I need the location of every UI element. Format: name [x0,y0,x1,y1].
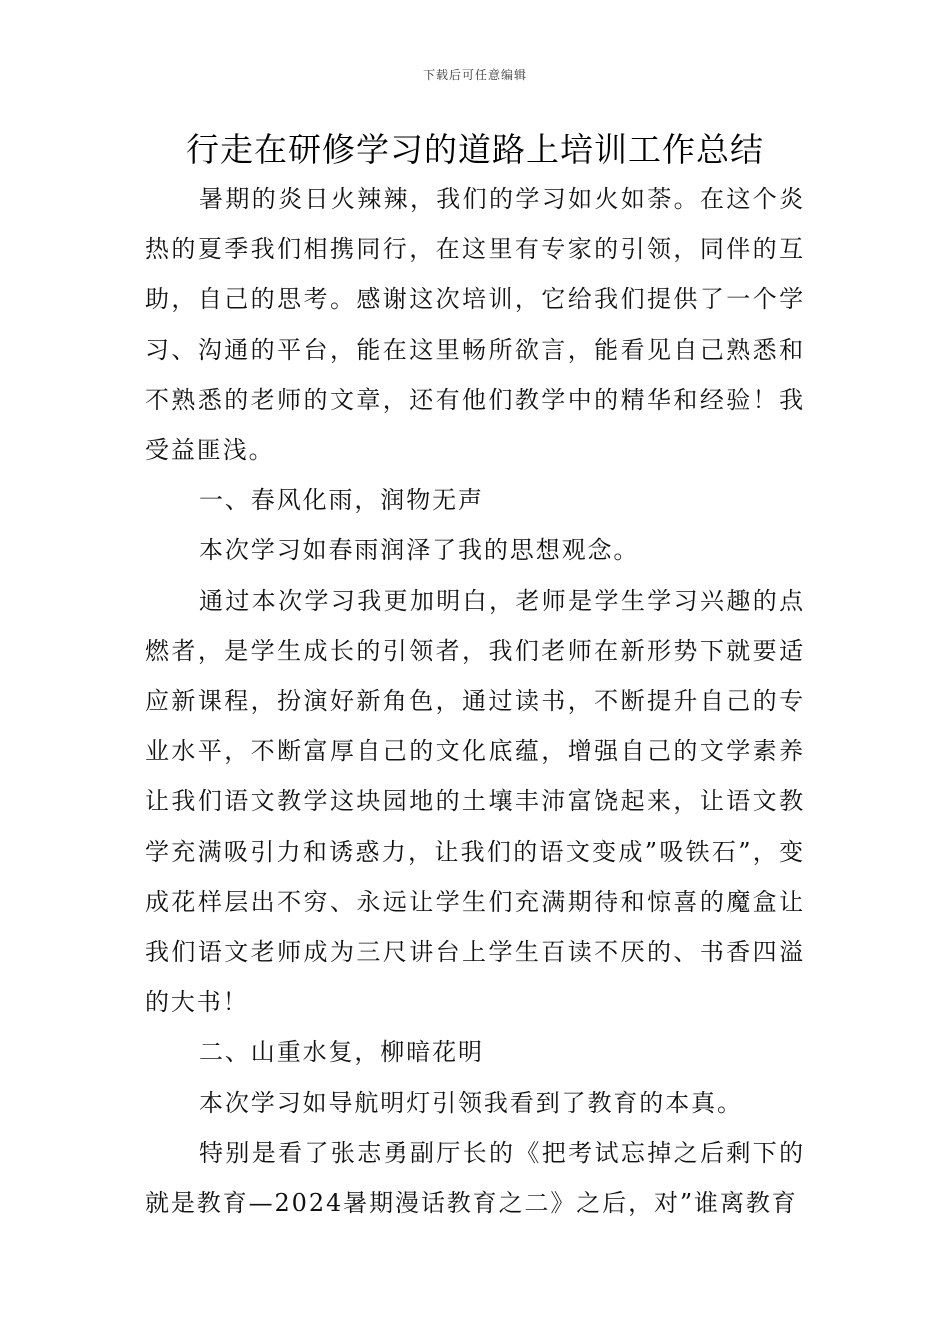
section-heading-1: 一、春风化雨，润物无声 [199,486,484,515]
paragraph-section1-body: 通过本次学习我更加明白，老师是学生学习兴趣的点燃者，是学生成长的引领者，我们老师在新形势下就要适应新课程，扮演好新角色，通过读书，不断提升自己的专业水平，不断富厚自己的文化底蕴，增强自己的文学素养让我们语文教学这块园地的土壤丰沛富饶起来，让语文教学充满吸引力和诱惑力，让我们的语文变成”吸铁石”，变成花样层出不穷、永远让学生们充满期待和惊喜的魔盒让我们语文老师成为三尺讲台上学生百读不厌的、书香四溢的大书！ [145,586,805,1017]
paragraph-section2-body: 特别是看了张志勇副厅长的《把考试忘掉之后剩下的就是教育—2024暑期漫话教育之二》之后，对”谁离教育 [145,1138,805,1218]
paragraph-intro: 暑期的炎日火辣辣，我们的学习如火如荼。在这个炎热的夏季我们相携同行，在这里有专家的引领，同伴的互助，自己的思考。感谢这次培训，它给我们提供了一个学习、沟通的平台，能在这里畅所欲言，能看见自己熟悉和不熟悉的老师的文章，还有他们教学中的精华和经验！我受益匪浅。 [145,185,805,465]
paragraph-section1-lead: 本次学习如春雨润泽了我的思想观念。 [199,536,640,565]
document-title: 行走在研修学习的道路上培训工作总结 [186,130,764,169]
document-body [145,174,805,1228]
header-note: 下载后可任意编辑 [422,68,527,82]
paragraph-section2-lead: 本次学习如导航明灯引领我看到了教育的本真。 [199,1088,743,1117]
section-heading-2: 二、山重水复，柳暗花明 [199,1038,484,1067]
